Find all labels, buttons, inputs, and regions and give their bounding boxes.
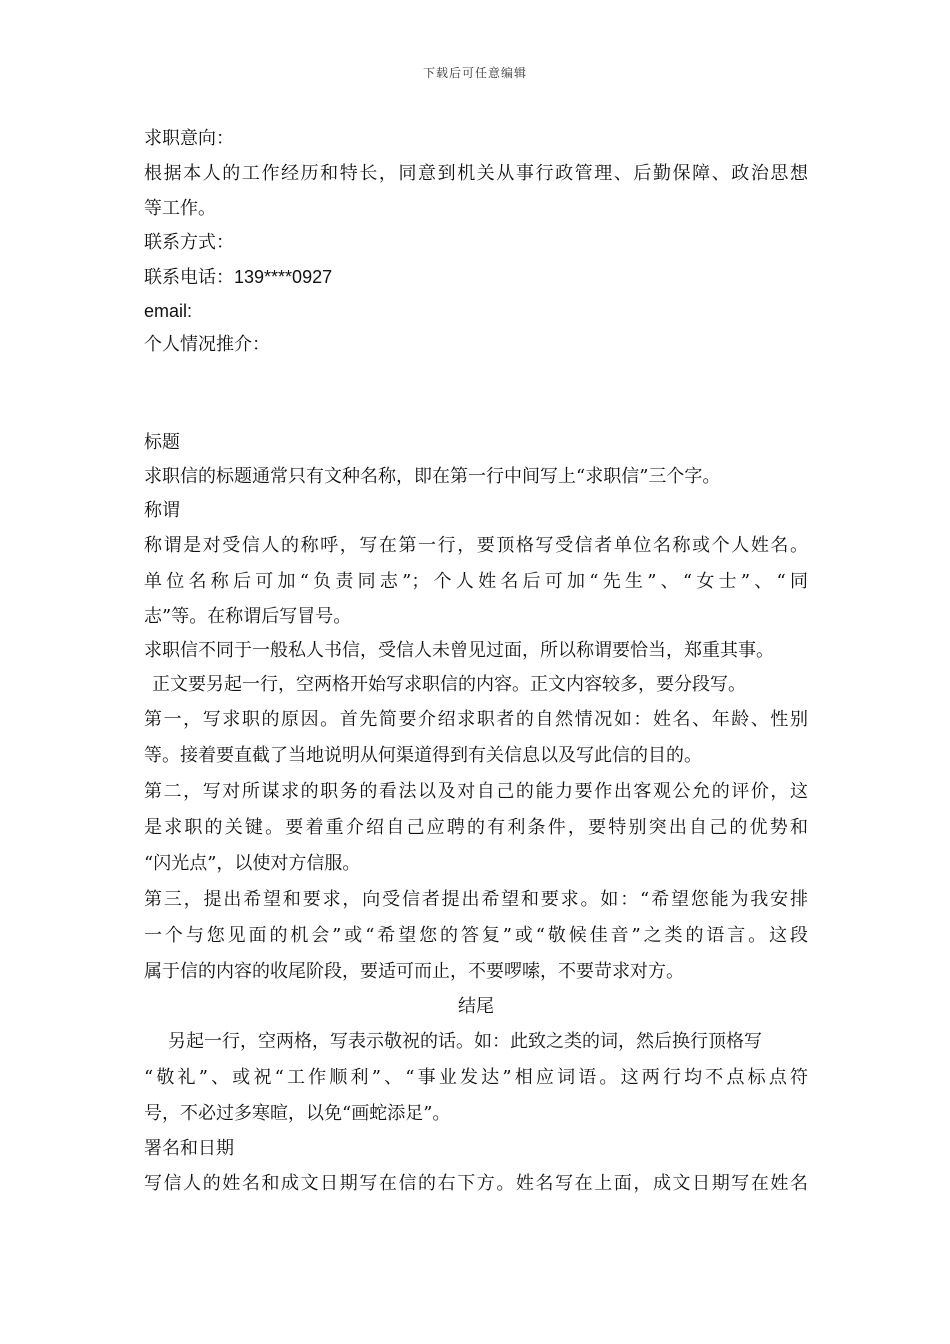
email-label: email: (144, 301, 193, 321)
phone-value: 139****0927 (234, 267, 333, 287)
body-line-5: “闪光点”，以使对方信服。 (144, 853, 361, 874)
salutation-line-4: 求职信不同于一般私人书信，受信人未曾见过面，所以称谓要恰当，郑重其事。 (144, 640, 774, 661)
closing-heading: 结尾 (458, 996, 494, 1017)
body-line-6: 第三，提出希望和要求，向受信者提出希望和要求。如：“希望您能为我安排 (144, 889, 808, 910)
body-line-3: 第二，写对所谋求的职务的看法以及对自己的能力要作出客观公允的评价，这 (144, 781, 808, 802)
closing-line-2: “敬礼”、或祝“工作顺利”、“事业发达”相应词语。这两行均不点标点符 (144, 1067, 808, 1088)
body-line-8: 属于信的内容的收尾阶段，要适可而止，不要啰嗦，不要苛求对方。 (144, 961, 684, 982)
body-line-1: 第一，写求职的原因。首先简要介绍求职者的自然情况如：姓名、年龄、性别 (144, 709, 808, 730)
job-intent-line-2: 等工作。 (144, 198, 216, 219)
document-body (144, 122, 808, 1202)
phone-label: 联系电话： (144, 267, 234, 288)
body-line-4: 是求职的关键。要着重介绍自己应聘的有利条件，要特别突出自己的优势和 (144, 817, 808, 838)
salutation-line-3: 志”等。在称谓后写冒号。 (144, 606, 352, 627)
salutation-heading: 称谓 (144, 500, 180, 521)
closing-line-3: 号，不必过多寒暄，以免“画蛇添足”。 (144, 1103, 451, 1124)
body-line-2: 等。接着要直截了当地说明从何渠道得到有关信息以及写此信的目的。 (144, 745, 702, 766)
phone-line (144, 260, 808, 294)
page-header: 下载后可任意编辑 (422, 66, 527, 80)
job-intent-line-1: 根据本人的工作经历和特长，同意到机关从事行政管理、后勤保障、政治思想 (144, 163, 808, 184)
signature-paragraph: 写信人的姓名和成文日期写在信的右下方。姓名写在上面，成文日期写在姓名 (144, 1173, 808, 1194)
salutation-line-5: 正文要另起一行，空两格开始写求职信的内容。正文内容较多，要分段写。 (152, 674, 746, 695)
job-intent-label: 求职意向： (144, 128, 234, 149)
personal-intro-label: 个人情况推介： (144, 334, 270, 355)
blank-space (144, 362, 808, 426)
salutation-line-1: 称谓是对受信人的称呼，写在第一行，要顶格写受信者单位名称或个人姓名。 (144, 535, 808, 556)
contact-label: 联系方式： (144, 232, 234, 253)
title-heading: 标题 (144, 432, 180, 453)
closing-line-1: 另起一行，空两格，写表示敬祝的话。如：此致之类的词，然后换行顶格写 (168, 1031, 762, 1052)
signature-heading: 署名和日期 (144, 1138, 234, 1159)
body-line-7: 一个与您见面的机会”或“希望您的答复”或“敬候佳音”之类的语言。这段 (144, 925, 808, 946)
title-paragraph: 求职信的标题通常只有文种名称，即在第一行中间写上“求职信”三个字。 (144, 466, 721, 487)
salutation-line-2: 单位名称后可加“负责同志”；个人姓名后可加“先生”、“女士”、“同 (144, 571, 808, 592)
